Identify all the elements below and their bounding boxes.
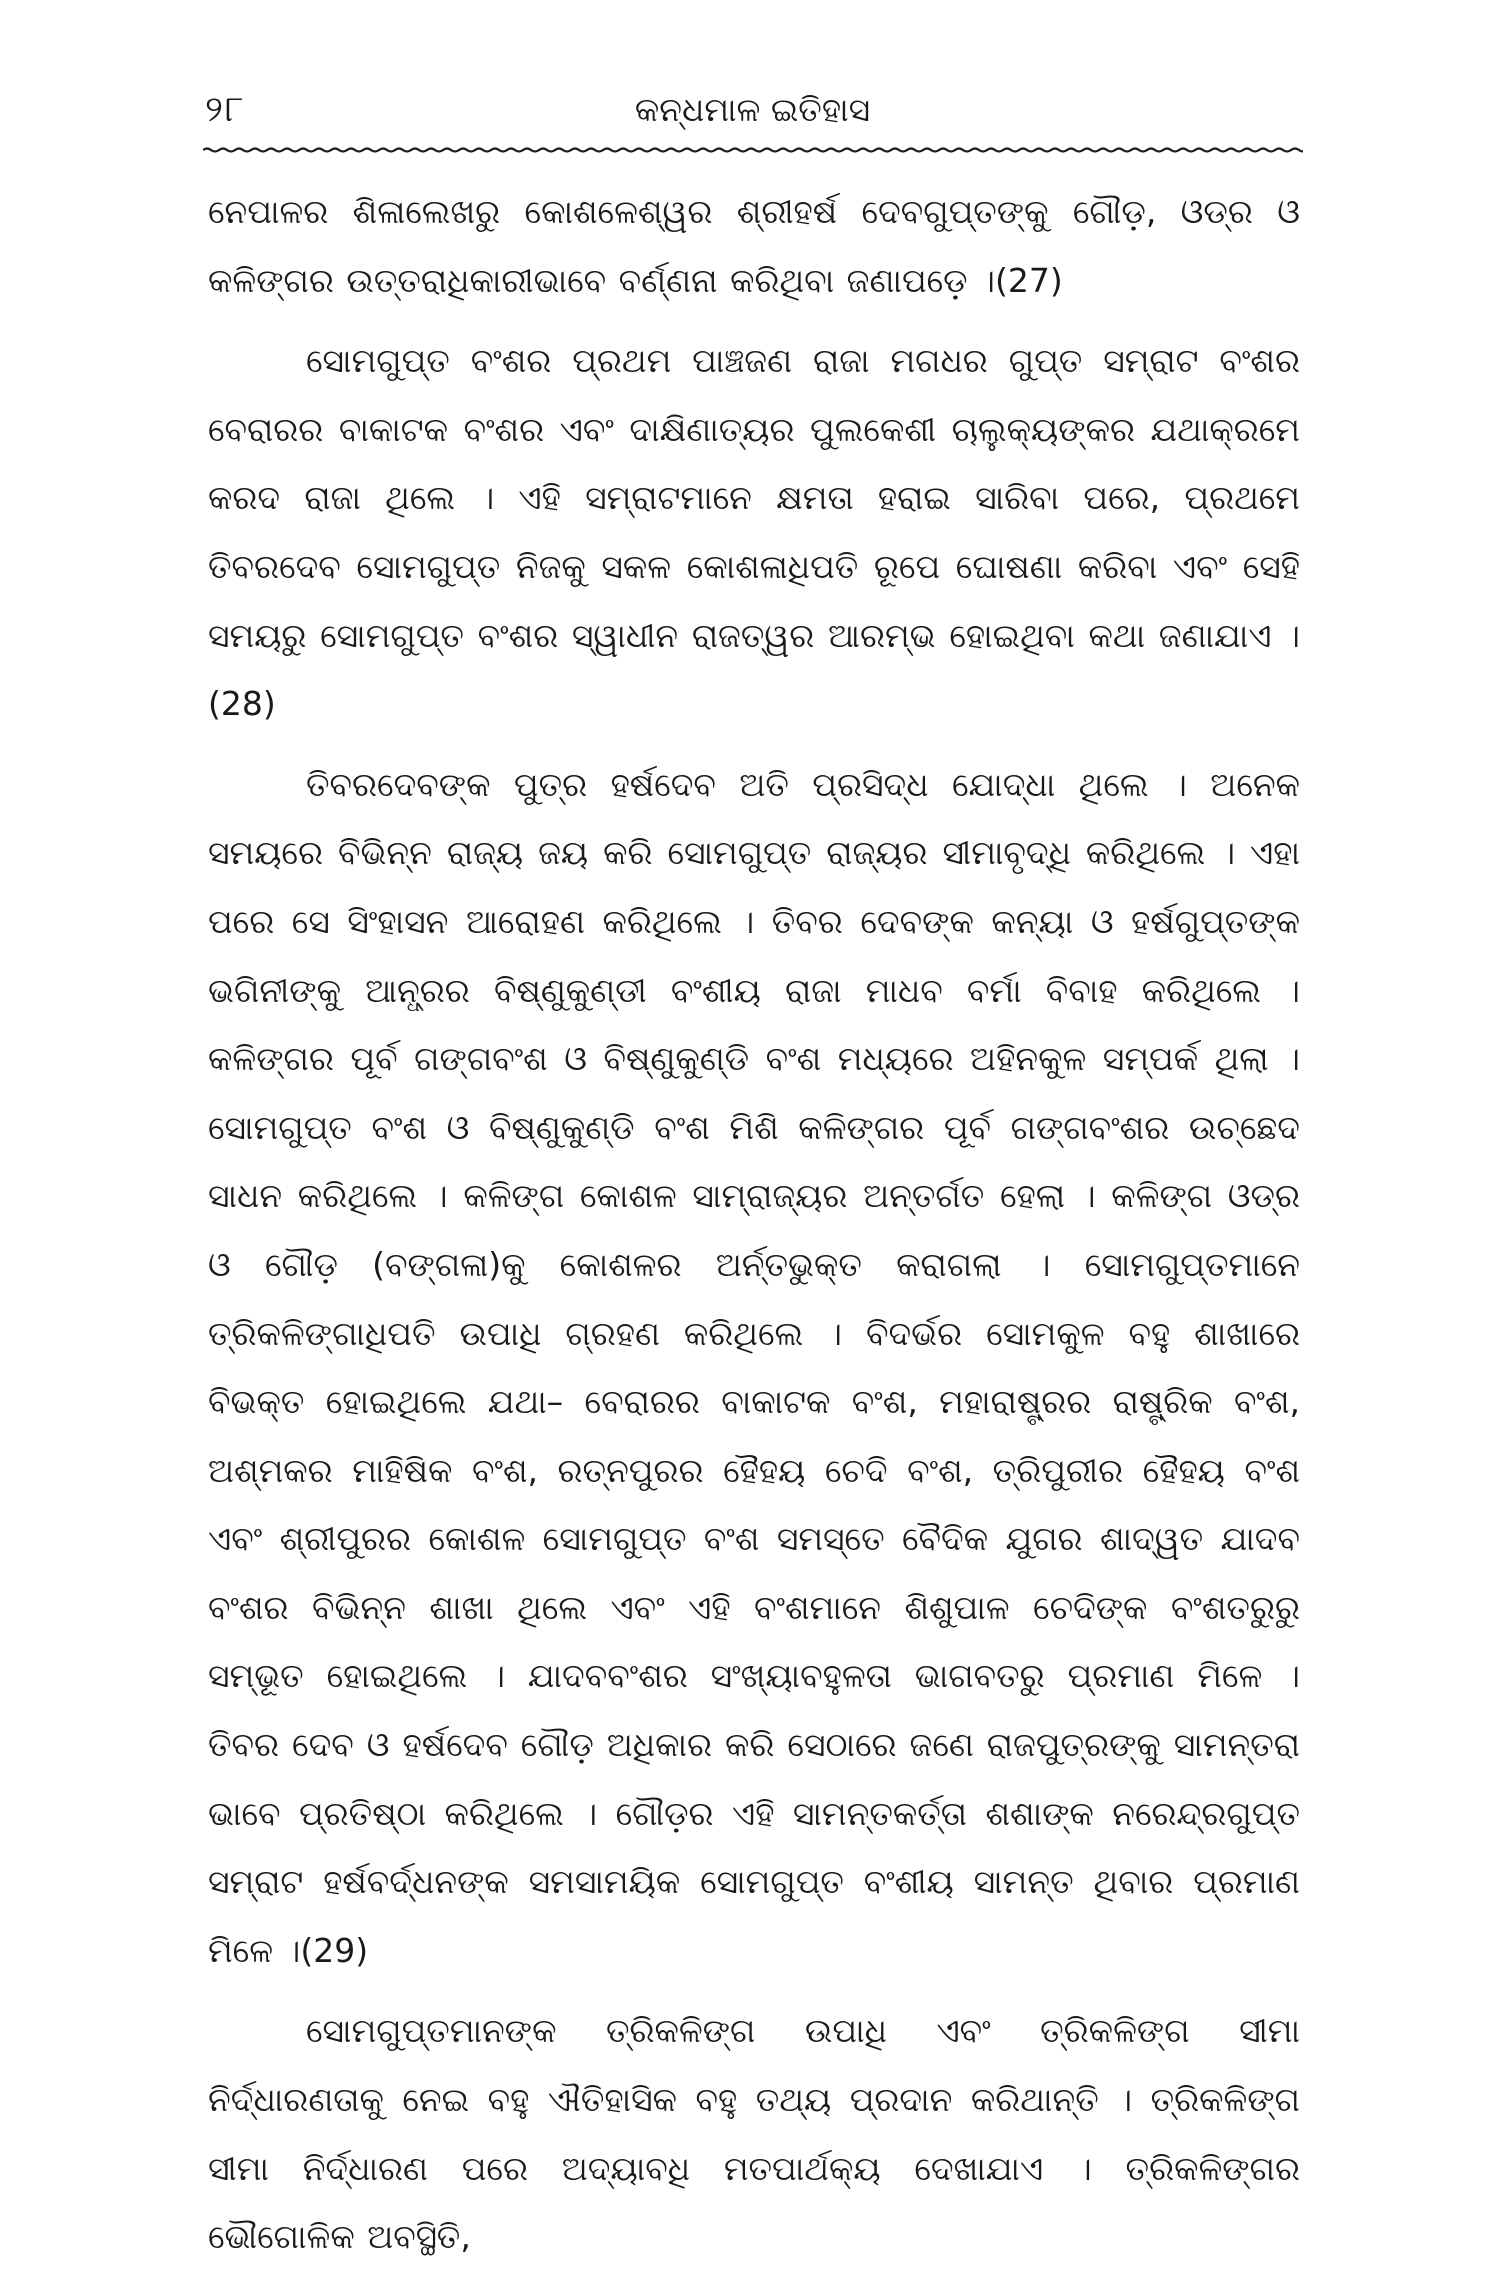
running-title: କନ୍ଧମାଳ ଇତିହାସ bbox=[634, 90, 871, 129]
paragraph-4: ସୋମଗୁପ୍ତମାନଙ୍କ ତ୍ରିକଳିଙ୍ଗ ଉପାଧି ଏବଂ ତ୍ରିକଳିଙ୍ଗ ସୀମା ନିର୍ଦ୍ଧାରଣତାକୁ ନେଇ ବହୁ ଐତିହାସିକ ବହୁ ତଥ୍ୟ ପ୍ରଦାନ କରିଥାନ୍ତି । ତ୍ରିକଳିଙ୍ଗ ସୀମା ନିର୍ଦ୍ଧାରଣ ପରେ ଅଦ୍ୟାବଧି ମତପାର୍ଥକ୍ୟ ଦେଖାଯାଏ । ତ୍ରିକଳିଙ୍ଗର ଭୌଗୋଳିକ ଅବସ୍ଥିତି, bbox=[208, 2011, 1300, 2257]
paragraph-3: ତିବରଦେବଙ୍କ ପୁତ୍ର ହର୍ଷଦେବ ଅତି ପ୍ରସିଦ୍ଧ ଯୋଦ୍ଧା ଥିଲେ । ଅନେକ ସମୟରେ ବିଭିନ୍ନ ରାଜ୍ୟ ଜୟ କରି ସୋମଗୁପ୍ତ ରାଜ୍ୟର ସୀମାବୃଦ୍ଧି କରିଥିଲେ । ଏହା ପରେ ସେ ସିଂହାସନ ଆରୋହଣ କରିଥିଲେ । ତିବର ଦେବଙ୍କ କନ୍ୟା ଓ ହର୍ଷଗୁପ୍ତଙ୍କ ଭଗିନୀଙ୍କୁ ଆନ୍ଧ୍ରର ବିଷ୍ଣୁକୁଣ୍ଡୀ ବଂଶୀୟ ରାଜା ମାଧବ ବର୍ମା ବିବାହ କରିଥିଲେ । କଳିଙ୍ଗର ପୂର୍ବ ଗଙ୍ଗବଂଶ ଓ ବିଷ୍ଣୁକୁଣ୍ଡି ବଂଶ ମଧ୍ୟରେ ଅହିନକୁଳ ସମ୍ପର୍କ ଥିଲା । ସୋମଗୁପ୍ତ ବଂଶ ଓ ବିଷ୍ଣୁକୁଣ୍ଡି ବଂଶ ମିଶି କଳିଙ୍ଗର ପୂର୍ବ ଗଙ୍ଗବଂଶର ଉଚ୍ଛେଦ ସାଧନ କରିଥିଲେ । କଳିଙ୍ଗ କୋଶଳ ସାମ୍ରାଜ୍ୟର ଅନ୍ତର୍ଗତ ହେଲା । କଳିଙ୍ଗ ଓଡ୍ର ଓ ଗୌଡ଼ (ବଙ୍ଗଳା)କୁ କୋଶଳର ଅର୍ନ୍ତଭୁକ୍ତ କରାଗଲା । ସୋମଗୁପ୍ତମାନେ ତ୍ରିକଳିଙ୍ଗାଧିପତି ଉପାଧି ଗ୍ରହଣ କରିଥିଲେ । ବିଦର୍ଭର ସୋମକୁଳ ବହୁ ଶାଖାରେ ବିଭକ୍ତ ହୋଇଥିଲେ ଯଥା– ବେରାରର ବାକାଟକ ବଂଶ, ମହାରାଷ୍ଟ୍ରର ରାଷ୍ଟ୍ରିକ ବଂଶ, ଅଶ୍ମକର ମାହିଷିକ ବଂଶ, ରତ୍ନପୁରର ହୈହୟ ଚେଦି ବଂଶ, ତ୍ରିପୁରୀର ହୈହୟ ବଂଶ ଏବଂ ଶ୍ରୀପୁରର କୋଶଳ ସୋମଗୁପ୍ତ ବଂଶ ସମସ୍ତେ ବୈଦିକ ଯୁଗର ଶାଦ୍ୱତ ଯାଦବ ବଂଶର ବିଭିନ୍ନ ଶାଖା ଥିଲେ ଏବଂ ଏହି ବଂଶମାନେ ଶିଶୁପାଳ ଚେଦିଙ୍କ ବଂଶତରୁରୁ ସମ୍ଭୂତ ହୋଇଥିଲେ । ଯାଦବବଂଶର ସଂଖ୍ୟାବହୁଳତା ଭାଗବତରୁ ପ୍ରମାଣ ମିଳେ । ତିବର ଦେବ ଓ ହର୍ଷଦେବ ଗୌଡ଼ ଅଧିକାର କରି ସେଠାରେ ଜଣେ ରାଜପୁତ୍ରଙ୍କୁ ସାମନ୍ତରା ଭାବେ ପ୍ରତିଷ୍ଠା କରିଥିଲେ । ଗୌଡ଼ର ଏହି ସାମନ୍ତକର୍ତ୍ତା ଶଶାଙ୍କ ନରେନ୍ଦ୍ରଗୁପ୍ତ ସମ୍ରାଟ ହର୍ଷବର୍ଦ୍ଧନଙ୍କ ସମସାମୟିକ ସୋମଗୁପ୍ତ ବଂଶୀୟ ସାମନ୍ତ ଥିବାର ପ୍ରମାଣ ମିଳେ ।(29) bbox=[208, 764, 1300, 1970]
body-text bbox=[208, 178, 1300, 2272]
paragraph-2: ସୋମଗୁପ୍ତ ବଂଶର ପ୍ରଥମ ପାଞ୍ଚଜଣ ରାଜା ମଗଧର ଗୁପ୍ତ ସମ୍ରାଟ ବଂଶର ବେରାରର ବାକାଟକ ବଂଶର ଏବଂ ଦାକ୍ଷିଣାତ୍ୟର ପୁଲକେଶୀ ଚାଲୁକ୍ୟଙ୍କର ଯଥାକ୍ରମେ କରଦ ରାଜା ଥିଲେ । ଏହି ସମ୍ରାଟମାନେ କ୍ଷମତା ହରାଇ ସାରିବା ପରେ, ପ୍ରଥମେ ତିବରଦେବ ସୋମଗୁପ୍ତ ନିଜକୁ ସକଳ କୋଶଳାଧିପତି ରୂପେ ଘୋଷଣା କରିବା ଏବଂ ସେହି ସମୟରୁ ସୋମଗୁପ୍ତ ବଂଶର ସ୍ୱାଧୀନ ରାଜତ୍ୱର ଆରମ୍ଭ ହୋଇଥିବା କଥା ଜଣାଯାଏ ।(28) bbox=[208, 341, 1300, 724]
page-number: ୨୮ bbox=[205, 89, 246, 130]
wavy-divider-rule bbox=[203, 143, 1303, 157]
paragraph-1: ନେପାଳର ଶିଳାଲେଖରୁ କୋଶଳେଶ୍ୱର ଶ୍ରୀହର୍ଷ ଦେବଗୁପ୍ତଙ୍କୁ ଗୌଡ଼, ଓଡ୍ର ଓ କଳିଙ୍ଗର ଉତ୍ତରାଧିକାରୀଭାବେ ବର୍ଣ୍ଣନା କରିଥିବା ଜଣାପଡ଼େ ।(27) bbox=[208, 192, 1300, 300]
page-header bbox=[205, 80, 1300, 140]
